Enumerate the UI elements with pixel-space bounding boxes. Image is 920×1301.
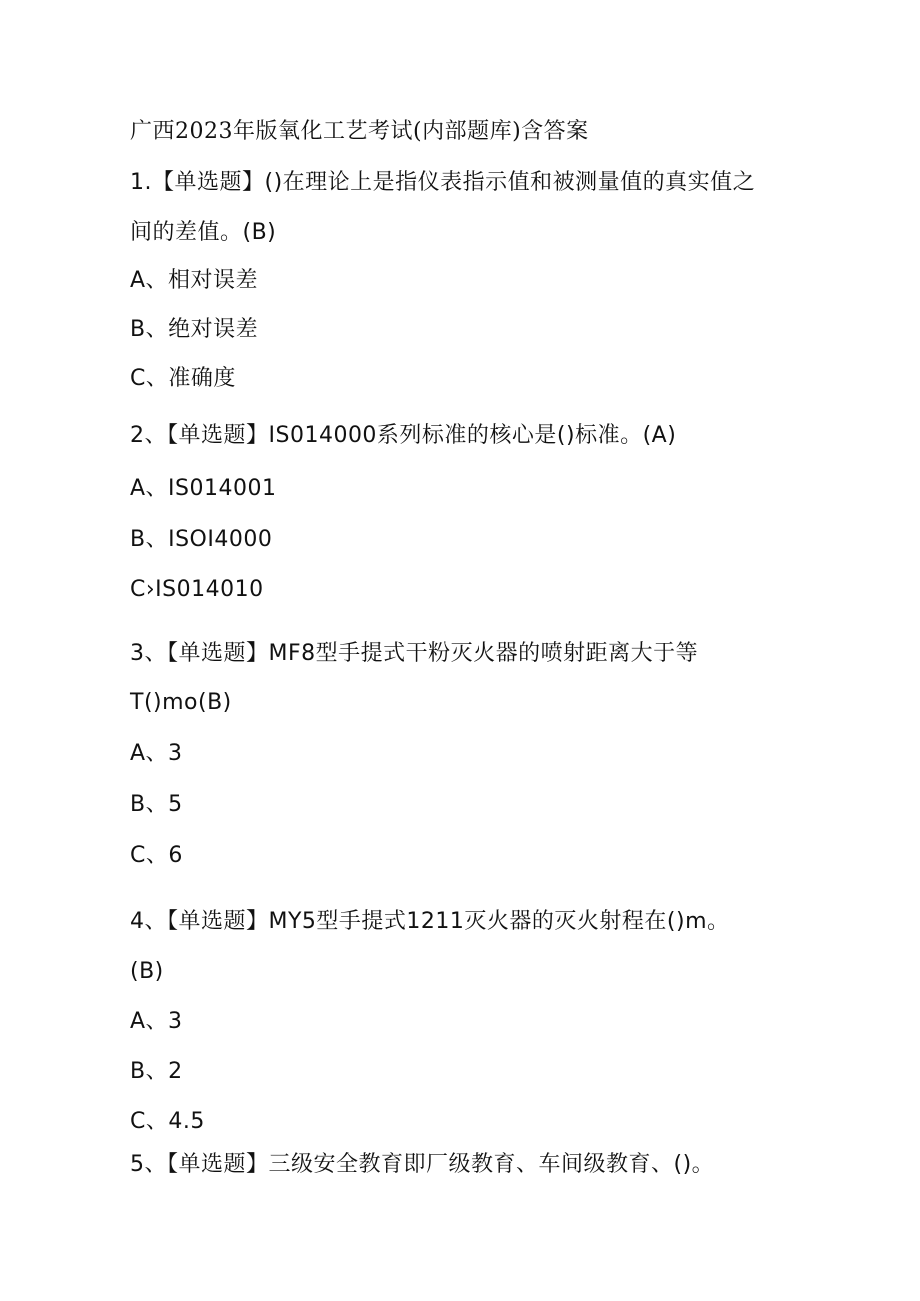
question-1-option-b: B、绝对误差	[130, 317, 259, 342]
question-2-option-b: B、ISOI4000	[130, 527, 273, 552]
question-1-text-line-1: 1.【单选题】()在理论上是指仪表指示值和被测量值的真实值之	[130, 170, 756, 195]
question-4-text-line-2: (B)	[130, 959, 164, 984]
question-3-text-line-2: T()mo(B)	[130, 690, 232, 715]
question-2-text-line-1: 2、【单选题】IS014000系列标准的核心是()标准。(A)	[130, 423, 677, 448]
question-1-text-line-2: 间的差值。(B)	[130, 220, 277, 245]
question-4-option-a: A、3	[130, 1009, 183, 1034]
question-3-option-c: C、6	[130, 843, 183, 868]
question-1-option-c: C、准确度	[130, 366, 236, 391]
question-2-option-a: A、IS014001	[130, 476, 277, 501]
question-1-option-a: A、相对误差	[130, 268, 259, 293]
question-2-option-c: C›IS014010	[130, 577, 264, 602]
question-4-option-b: B、2	[130, 1059, 183, 1084]
question-3-option-a: A、3	[130, 741, 183, 766]
question-4-text-line-1: 4、【单选题】MY5型手提式1211灭火器的灭火射程在()m。	[130, 909, 730, 934]
document-title: 广西2023年版氧化工艺考试(内部题库)含答案	[130, 119, 589, 144]
question-3-text-line-1: 3、【单选题】MF8型手提式干粉灭火器的喷射距离大于等	[130, 641, 699, 666]
question-5-text-line-1: 5、【单选题】三级安全教育即厂级教育、车间级教育、()。	[130, 1152, 715, 1177]
question-4-option-c: C、4.5	[130, 1109, 205, 1134]
question-3-option-b: B、5	[130, 792, 183, 817]
